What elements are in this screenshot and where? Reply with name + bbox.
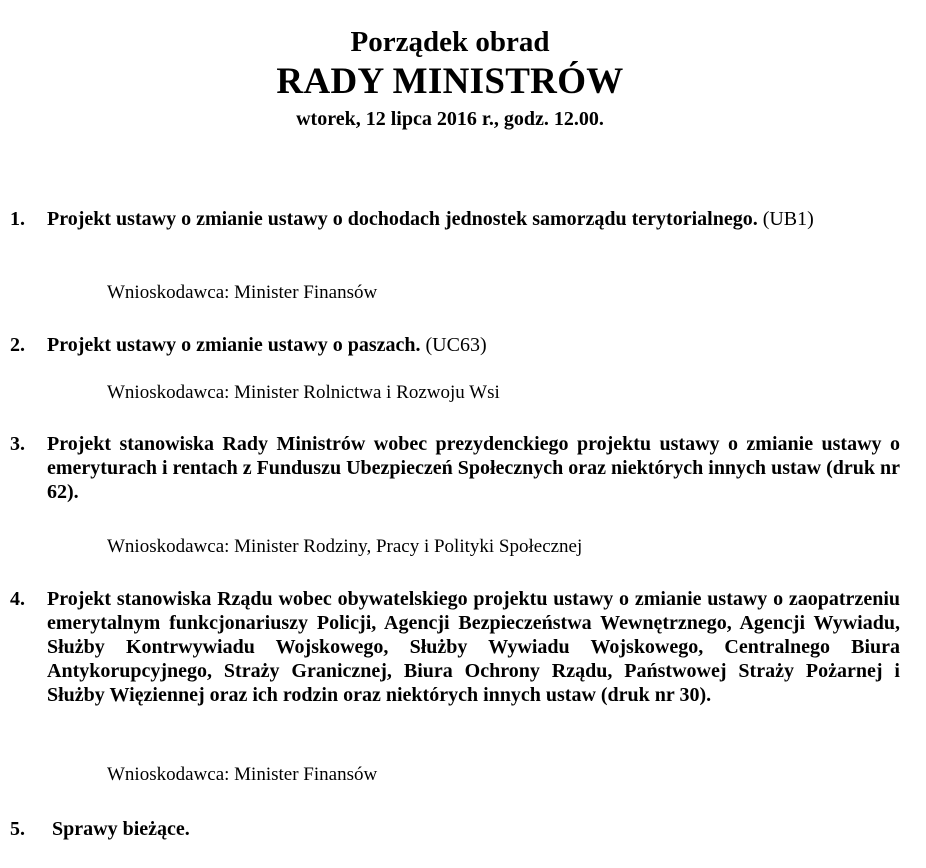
- agenda-item-proposer: Wnioskodawca: Minister Finansów: [107, 764, 378, 785]
- agenda-item-number: 1.: [10, 208, 25, 230]
- agenda-item-number: 4.: [10, 588, 25, 610]
- agenda-item-title: Projekt stanowiska Rady Ministrów wobec prezydenckiego projektu ustawy o zmianie ustawy o emeryturach i rentach z Funduszu Ubezpieczeń Społecznych oraz niektórych innych ustaw (druk nr 62).: [47, 433, 900, 503]
- agenda-item-number: 3.: [10, 433, 25, 455]
- agenda-item-title: Projekt ustawy o zmianie ustawy o dochodach jednostek samorządu terytorialnego.: [47, 208, 758, 230]
- agenda-item-number: 2.: [10, 334, 25, 356]
- agenda-item-text: [47, 587, 900, 707]
- agenda-item-text: [47, 333, 900, 357]
- agenda-item-code: (UC63): [425, 334, 487, 356]
- agenda-item-code: (UB1): [762, 208, 814, 230]
- agenda-item-proposer: Wnioskodawca: Minister Rodziny, Pracy i Polityki Społecznej: [107, 536, 583, 557]
- agenda-item-title: Projekt stanowiska Rządu wobec obywatelskiego projektu ustawy o zmianie ustawy o zaopatrzeniu emerytalnym funkcjonariuszy Policji, Agencji Bezpieczeństwa Wewnętrznego, Agencji Wywiadu, Służby Kontrwywiadu Wojskowego, Służby Wywiadu Wojskowego, Centralnego Biura Antykorupcyjnego, Straży Granicznej, Biura Ochrony Rządu, Państwowej Straży Pożarnej i Służby Więziennej oraz ich rodzin oraz niektórych innych ustaw (druk nr 30).: [47, 588, 900, 706]
- agenda-item-proposer: Wnioskodawca: Minister Finansów: [107, 282, 378, 303]
- meeting-date-time: wtorek, 12 lipca 2016 r., godz. 12.00.: [296, 108, 604, 130]
- agenda-item-title: Sprawy bieżące.: [52, 818, 190, 840]
- agenda-item-number: 5.: [10, 818, 25, 840]
- agenda-item-text: [47, 432, 900, 504]
- header-title-line2: RADY MINISTRÓW: [276, 61, 624, 102]
- agenda-item-proposer: Wnioskodawca: Minister Rolnictwa i Rozwoju Wsi: [107, 382, 500, 403]
- document-header: [0, 24, 900, 133]
- header-title-line1: Porządek obrad: [350, 26, 550, 58]
- agenda-item-text: [47, 207, 900, 231]
- agenda-item-title: Projekt ustawy o zmianie ustawy o paszach.: [47, 334, 421, 356]
- agenda-item-text: [52, 817, 905, 841]
